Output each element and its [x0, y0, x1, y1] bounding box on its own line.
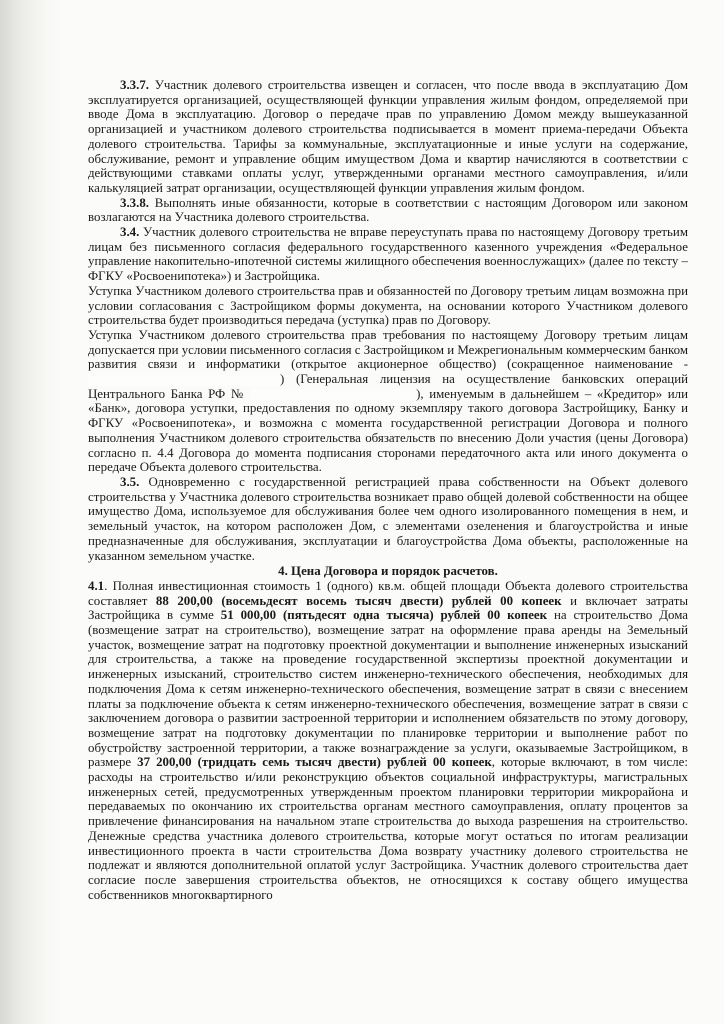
redacted-license-number [251, 389, 416, 400]
clause-number: 3.4. [120, 225, 140, 240]
clause-text: . Полная инвестиционная стоимость 1 (одного) кв.м. общей площади Объекта долевого строительства составляет [88, 578, 688, 608]
clause-text: Участник долевого строительства извещен и согласен, что после ввода в эксплуатацию Дом эксплуатируется организацией, осуществляющей функции управления жилым фондом, определяемой при вводе Дома в эксплуатацию. Договор о передаче прав по управлению Домом между вышеуказанной организацией и участником долевого строительства подписывается в момент приема-передачи Объекта долевого строительства. Тарифы за коммунальные, эксплуатационные и иные услуги на содержание, обслуживание, ремонт и управление общим имуществом Дома и квартир начисляются в соответствии с действующими ставками оплаты услуг, утвержденными органами местного самоуправления, и/или калькуляцией затрат организации, осуществляющей функции управления жилым фондом. [88, 78, 688, 195]
clause-number: 3.3.7. [120, 78, 150, 92]
clause-number: 3.5. [120, 474, 140, 489]
assignment-text-part1: Уступка Участником долевого строительства прав требования по настоящему Договору третьим лицам допускается при условии письменного согласия с Застройщиком и Межрегиональным коммерческим банком развития связи и информатики (открытое акционерное общество) (сокращенное наименование - [88, 327, 688, 372]
assignment-text-part3: ), именуемым в дальнейшем – «Кредитор» или «Банк», договора уступки, предоставления по одному экземпляру такого договора Застройщику, Банку и ФГКУ «Росвоенипотека», и возможна с момента государственной регистрации Договора и полного выполнения Участником долевого строительства обязательств по внесению Доли участия (цены Договора) согласно п. 4.4 Договора до момента подписания сторонами передаточного акта или иного документа о передаче Объекта долевого строительства. [88, 386, 688, 475]
paragraph-assignment-1: Уступка Участником долевого строительства прав и обязанностей по Договору третьим лицам возможна при условии согласования с Застройщиком формы документа, на основании которого Участником долевого строительства будет производиться передача (уступка) прав по Договору. [88, 283, 688, 328]
clause-text: , которые включают, в том числе: расходы на строительство и/или реконструкцию объектов социальной инфраструктуры, магистральных инженерных сетей, предусмотренных утвержденным проектом планировки территории микрорайона и передаваемых по окончанию их строительства органам местного самоуправления, оплату процентов за привлечение финансирования на начальном этапе строительства до выхода разрешения на строительство. Денежные средства участника долевого строительства, которые могут остаться по итогам реализации инвестиционного проекта в части строительства Дома возврату участнику долевого строительства не подлежат и являются дополнительной оплатой услуг Застройщика. Участник долевого строительства дает согласие после завершения строительства объектов, не относящихся к составу общего имущества собственников многоквартирного [88, 755, 688, 902]
scan-edge-shadow [0, 0, 60, 1024]
paragraph-3-5 [88, 475, 688, 563]
clause-text: Выполнять иные обязанности, которые в соответствии с настоящим Договором или законом возлагаются на Участника долевого строительства. [88, 195, 688, 225]
document-page [88, 78, 688, 917]
paragraph-assignment-2 [88, 328, 688, 475]
redacted-bank-short-name [88, 375, 280, 386]
clause-number: 4.1 [88, 578, 105, 593]
paragraph-3-3-8 [88, 196, 688, 225]
clause-text: Одновременно с государственной регистрацией права собственности на Объект долевого строительства у Участника долевого строительства возникает право общей долевой собственности на общее имущество Дома, используемое для обслуживания более чем одного изолированного помещения в нем, и земельный участок, на котором расположен Дом, с элементами озеленения и благоустройства и иные предназначенные для обслуживания, эксплуатации и благоустройства Дома объекты, расположенные на указанном земельном участке. [88, 474, 688, 563]
paragraph-3-4 [88, 225, 688, 284]
developer-fee-amount: 37 200,00 (тридцать семь тысяч двести) рублей 00 копеек [137, 755, 492, 770]
paragraph-4-1 [88, 579, 688, 917]
clause-text: на строительство Дома (возмещение затрат на строительство), возмещение затрат на оформление права аренды на Земельный участок, возмещение затрат на подготовку проектной документации и выполнение инженерных изысканий для строительства, а также на проведение государственной экспертизы проектной документации и инженерных изысканий, строительство систем инженерно-технического обеспечения, необходимых для подключения Дома к сетям инженерно-технического обеспечения, возмещение затрат в связи с внесением платы за подключение объекта к сетям инженерно-технического обеспечения, возмещение затрат в связи с заключением договора о развитии застроенной территории и исполнением обязательств по этому договору, возмещение затрат на подготовку документации по планировке территории и выполнение работ по обустройству застроенной территории, а также вознаграждение за услуги, оказываемые Застройщиком, в размере [88, 608, 689, 770]
clause-number: 3.3.8. [120, 195, 150, 210]
paragraph-3-3-7 [88, 78, 688, 196]
clause-text: Участник долевого строительства не вправе переуступать права по настоящему Договору третьим лицам без письменного согласия федерального государственного казенного учреждения «Федеральное управление накопительно-ипотечной системы жилищного обеспечения военнослужащих» (далее по тексту – ФГКУ «Росвоенипотека») и Застройщика. [88, 225, 688, 284]
assignment-text-part2: ) (Генеральная лицензия на осуществление банковских операций Центрального Банка РФ № [88, 372, 688, 401]
section-4-heading: 4. Цена Договора и порядок расчетов. [278, 564, 498, 579]
clause-text: и включает затраты Застройщика в сумме [88, 593, 688, 623]
construction-cost-amount: 51 000,00 (пятьдесят одна тысяча) рублей 00 копеек [220, 608, 548, 623]
price-per-sqm: 88 200,00 (восемьдесят восемь тысяч двести) рублей 00 копеек [155, 593, 562, 608]
